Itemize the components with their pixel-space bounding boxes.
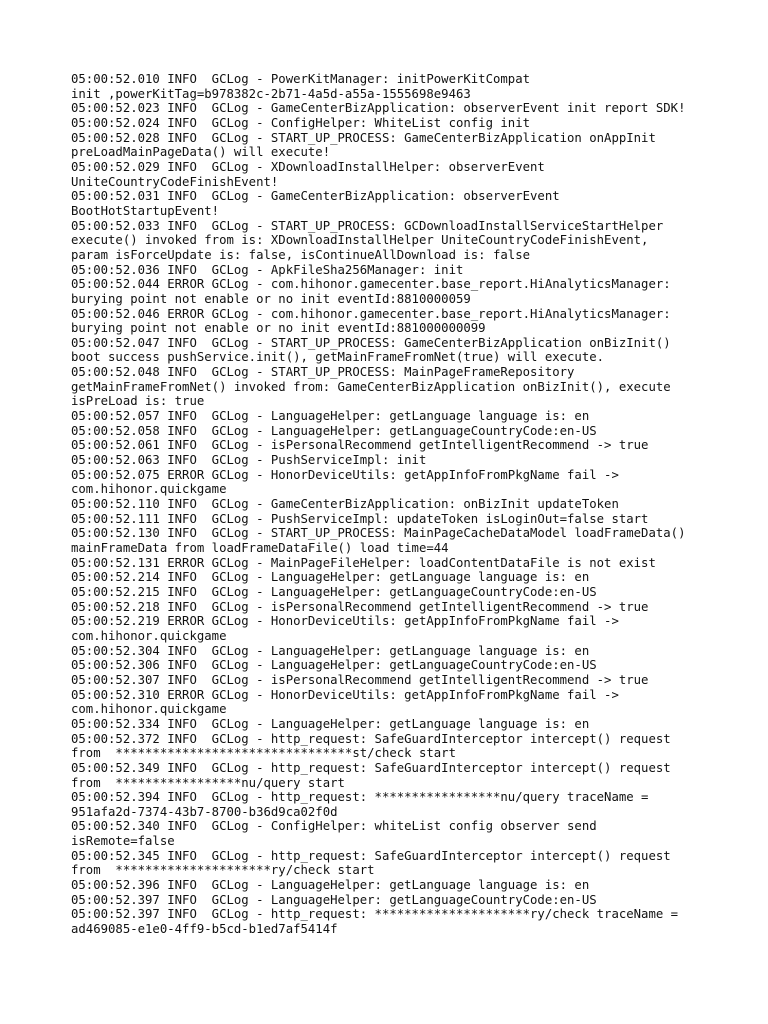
log-line: isPreLoad is: true (71, 394, 205, 409)
log-line: 05:00:52.307 INFO GCLog - isPersonalRecommend getIntelligentRecommend -> true (71, 672, 649, 687)
log-line: 05:00:52.334 INFO GCLog - LanguageHelper: getLanguage language is: en (71, 716, 590, 731)
log-line: 05:00:52.023 INFO GCLog - GameCenterBizApplication: observerEvent init report SDK! (71, 101, 686, 116)
log-line: 05:00:52.028 INFO GCLog - START_UP_PROCESS: GameCenterBizApplication onAppInit (71, 130, 656, 145)
log-line: 05:00:52.304 INFO GCLog - LanguageHelper: getLanguage language is: en (71, 643, 590, 658)
log-line: execute() invoked from is: XDownloadInstallHelper UniteCountryCodeFinishEvent, (71, 233, 649, 248)
log-line: 05:00:52.111 INFO GCLog - PushServiceImpl: updateToken isLoginOut=false start (71, 511, 649, 526)
log-line: burying point not enable or no init eventId:8810000059 (71, 291, 471, 306)
log-line: ad469085-e1e0-4ff9-b5cd-b1ed7af5414f (71, 922, 338, 937)
log-line: 05:00:52.036 INFO GCLog - ApkFileSha256Manager: init (71, 262, 464, 277)
log-line: 05:00:52.306 INFO GCLog - LanguageHelper: getLanguageCountryCode:en-US (71, 658, 597, 673)
log-line: 05:00:52.033 INFO GCLog - START_UP_PROCESS: GCDownloadInstallServiceStartHelper (71, 218, 664, 233)
log-line: from ********************************st/check start (71, 746, 456, 761)
log-line: 05:00:52.397 INFO GCLog - LanguageHelper: getLanguageCountryCode:en-US (71, 892, 597, 907)
log-line: 05:00:52.310 ERROR GCLog - HonorDeviceUtils: getAppInfoFromPkgName fail -> (71, 687, 619, 702)
log-line: 05:00:52.394 INFO GCLog - http_request: *****************nu/query traceName = (71, 790, 649, 805)
log-line: 05:00:52.372 INFO GCLog - http_request: SafeGuardInterceptor intercept() request (71, 731, 671, 746)
log-line: mainFrameData from loadFrameDataFile() load time=44 (71, 541, 449, 555)
log-line: 05:00:52.396 INFO GCLog - LanguageHelper: getLanguage language is: en (71, 878, 590, 893)
log-document (71, 72, 761, 937)
log-line: 05:00:52.057 INFO GCLog - LanguageHelper: getLanguage language is: en (71, 409, 590, 424)
log-line: 05:00:52.345 INFO GCLog - http_request: SafeGuardInterceptor intercept() request (71, 848, 671, 863)
log-line: 05:00:52.075 ERROR GCLog - HonorDeviceUtils: getAppInfoFromPkgName fail -> (71, 467, 619, 482)
log-line: BootHotStartupEvent! (71, 203, 220, 218)
log-line: 05:00:52.110 INFO GCLog - GameCenterBizApplication: onBizInit updateToken (71, 497, 619, 512)
log-line: com.hihonor.quickgame (71, 628, 227, 643)
log-line: 05:00:52.218 INFO GCLog - isPersonalRecommend getIntelligentRecommend -> true (71, 599, 649, 614)
log-line: from *********************ry/check start (71, 863, 375, 878)
log-line: preLoadMainPageData() will execute! (71, 145, 331, 160)
log-line: com.hihonor.quickgame (71, 482, 227, 497)
log-line: from *****************nu/query start (71, 775, 345, 790)
log-line: boot success pushService.init(), getMainFrameFromNet(true) will execute. (71, 350, 605, 365)
log-line: param isForceUpdate is: false, isContinueAllDownload is: false (71, 247, 531, 262)
log-line: 05:00:52.397 INFO GCLog - http_request: *********************ry/check traceName = (71, 907, 679, 922)
log-line: 05:00:52.061 INFO GCLog - isPersonalRecommend getIntelligentRecommend -> true (71, 438, 649, 453)
log-line: 05:00:52.010 INFO GCLog - PowerKitManager: initPowerKitCompat (71, 72, 531, 86)
log-line: 05:00:52.340 INFO GCLog - ConfigHelper: whiteList config observer send (71, 819, 597, 834)
log-line: 05:00:52.215 INFO GCLog - LanguageHelper: getLanguageCountryCode:en-US (71, 584, 597, 599)
log-line: getMainFrameFromNet() invoked from: GameCenterBizApplication onBizInit(), execute (71, 379, 671, 394)
log-line: init ,powerKitTag=b978382c-2b71-4a5d-a55a-1555698e9463 (71, 86, 471, 101)
log-line: 05:00:52.029 INFO GCLog - XDownloadInstallHelper: observerEvent (71, 159, 545, 174)
log-line: 05:00:52.024 INFO GCLog - ConfigHelper: WhiteList config init (71, 115, 531, 130)
log-line: 05:00:52.349 INFO GCLog - http_request: SafeGuardInterceptor intercept() request (71, 760, 671, 775)
log-line: 05:00:52.048 INFO GCLog - START_UP_PROCESS: MainPageFrameRepository (71, 365, 575, 380)
log-line: 05:00:52.058 INFO GCLog - LanguageHelper: getLanguageCountryCode:en-US (71, 423, 597, 438)
log-line: isRemote=false (71, 834, 175, 849)
log-line: 05:00:52.219 ERROR GCLog - HonorDeviceUtils: getAppInfoFromPkgName fail -> (71, 614, 619, 629)
log-line: 951afa2d-7374-43b7-8700-b36d9ca02f0d (71, 804, 338, 819)
log-line: 05:00:52.130 INFO GCLog - START_UP_PROCESS: MainPageCacheDataModel loadFrameData() (71, 526, 686, 541)
log-line: 05:00:52.131 ERROR GCLog - MainPageFileHelper: loadContentDataFile is not exist (71, 555, 656, 570)
log-line: 05:00:52.047 INFO GCLog - START_UP_PROCESS: GameCenterBizApplication onBizInit() (71, 335, 671, 350)
log-line: burying point not enable or no init eventId:881000000099 (71, 321, 486, 336)
log-line: com.hihonor.quickgame (71, 702, 227, 717)
log-line: 05:00:52.044 ERROR GCLog - com.hihonor.gamecenter.base_report.HiAnalyticsManager: (71, 277, 671, 292)
log-line: 05:00:52.214 INFO GCLog - LanguageHelper: getLanguage language is: en (71, 570, 590, 585)
log-line: 05:00:52.063 INFO GCLog - PushServiceImpl: init (71, 453, 427, 468)
log-line: UniteCountryCodeFinishEvent! (71, 174, 279, 189)
log-line: 05:00:52.046 ERROR GCLog - com.hihonor.gamecenter.base_report.HiAnalyticsManager: (71, 306, 671, 321)
log-line: 05:00:52.031 INFO GCLog - GameCenterBizApplication: observerEvent (71, 189, 560, 204)
